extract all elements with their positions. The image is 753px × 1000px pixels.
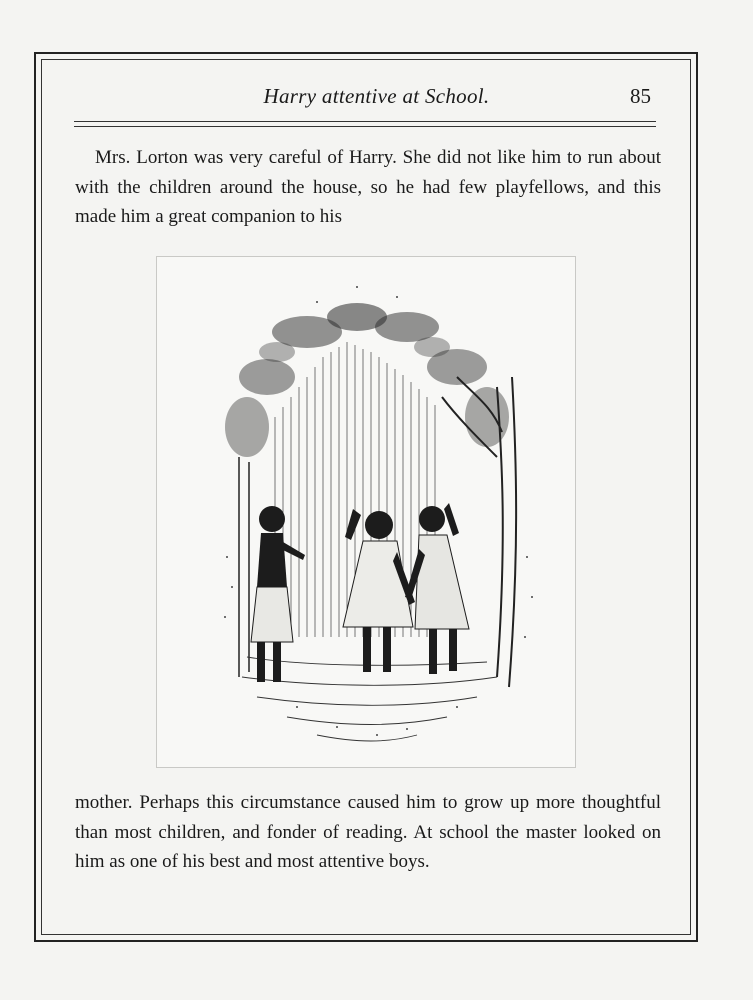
paragraph-bottom: mother. Perhaps this circumstance caused him to grow up more thoughtful than most children, and fonder of reading. At school the master looked on him as one of his best and most attentive boys. bbox=[75, 792, 661, 872]
child-right bbox=[405, 503, 469, 674]
running-title: Harry attentive at School. bbox=[263, 84, 490, 108]
child-left bbox=[251, 506, 305, 682]
post-left bbox=[239, 457, 249, 677]
page-number: 85 bbox=[630, 84, 651, 108]
illustration-plate bbox=[156, 256, 576, 768]
child-middle bbox=[343, 509, 415, 672]
paragraph-top: Mrs. Lorton was very careful of Harry. She did not like him to run about with the children around the house, so he had few playfellows, and this made him a great companion to his bbox=[75, 147, 661, 227]
header-rule-top bbox=[74, 121, 656, 122]
engraving-illustration bbox=[157, 257, 575, 767]
header-rule-bottom bbox=[74, 126, 656, 127]
foliage bbox=[225, 303, 509, 457]
